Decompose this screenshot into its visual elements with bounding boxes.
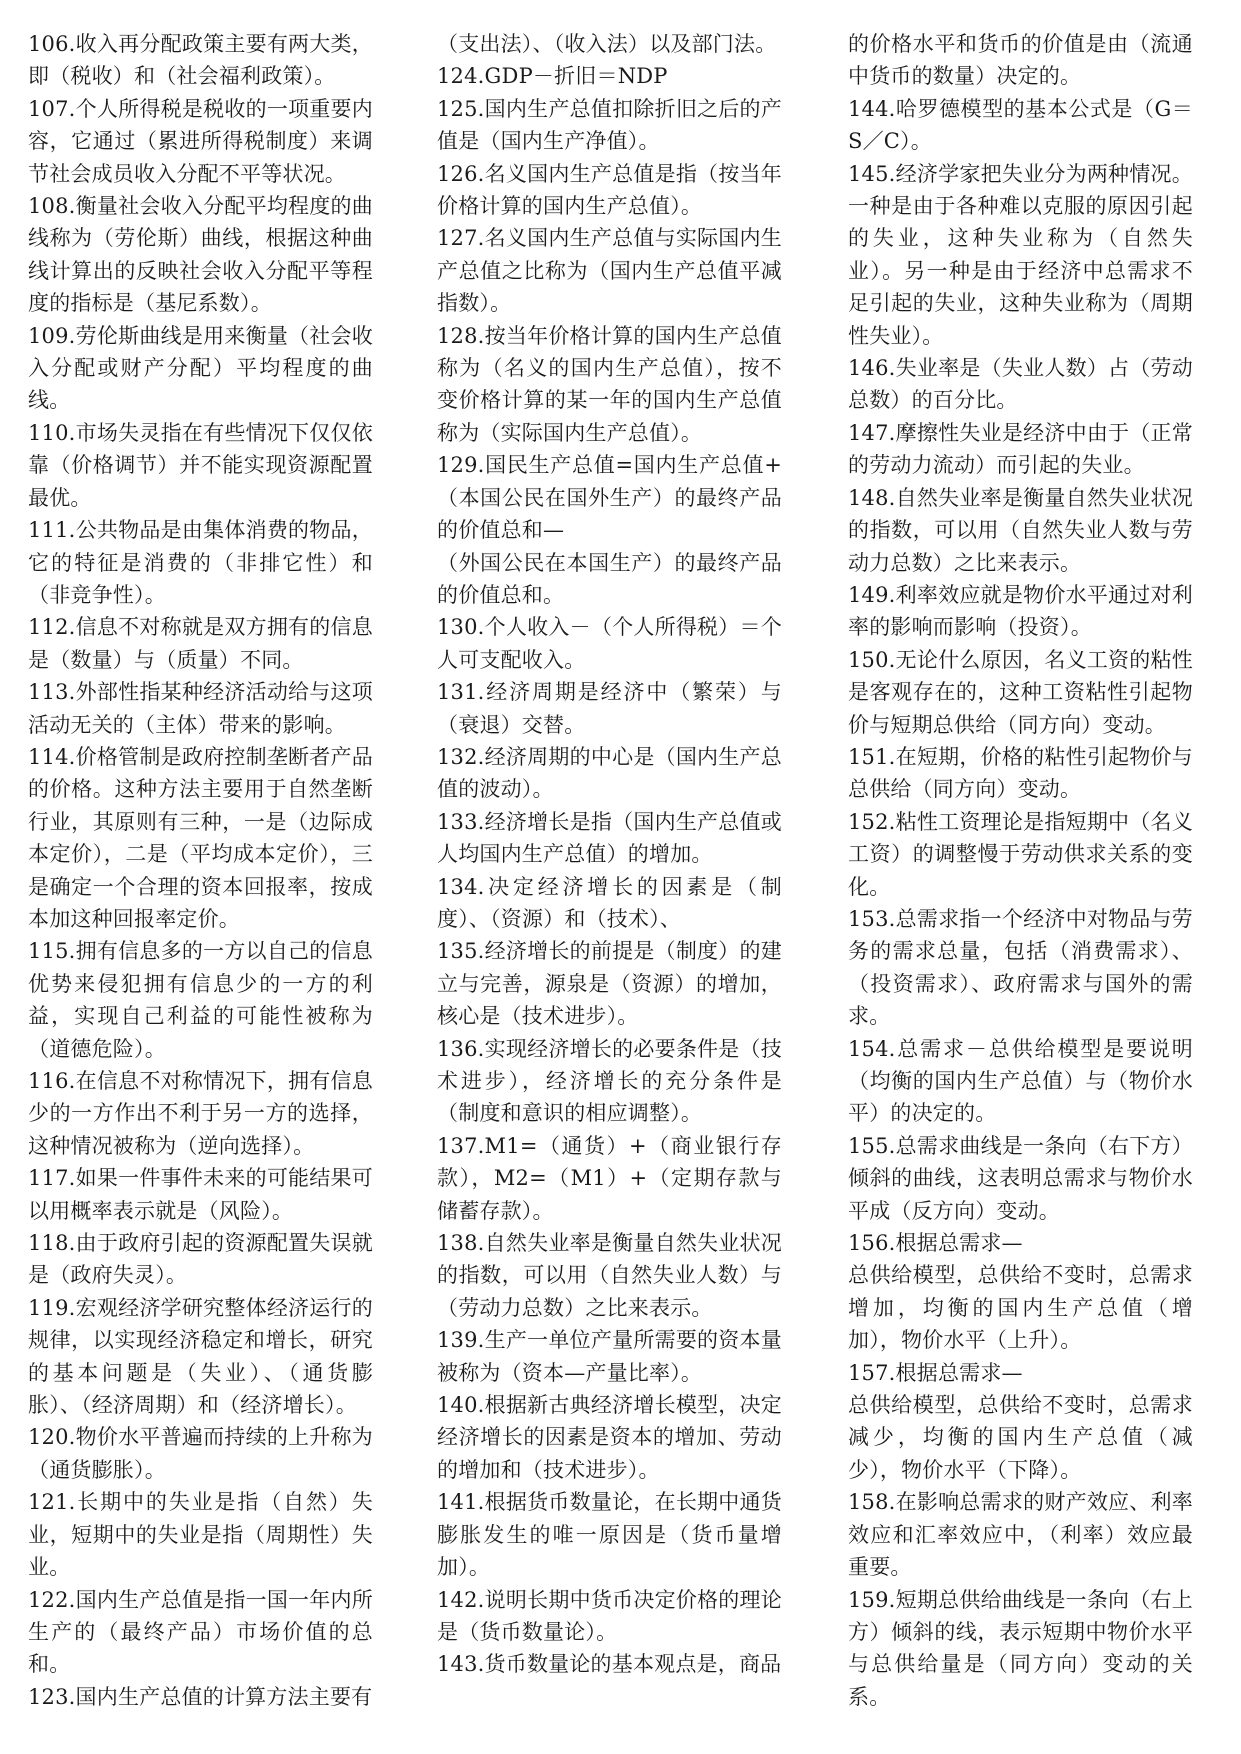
- paragraph: 142.说明长期中货币决定价格的理论是（货币数量论）。: [437, 1587, 782, 1644]
- paragraph: 总供给模型，总供给不变时，总需求增加，均衡的国内生产总值（增加），物价水平（上升）。: [848, 1263, 1193, 1353]
- paragraph: 125.国内生产总值扣除折旧之后的产值是（国内生产净值）。: [437, 96, 782, 154]
- paragraph: 127.名义国内生产总值与实际国内生产总值之比称为（国内生产总值平减指数）。: [437, 226, 782, 316]
- paragraph: 152.粘性工资理论是指短期中（名义工资）的调整慢于劳动供求关系的变化。: [848, 809, 1193, 899]
- paragraph: 156.根据总需求—: [848, 1231, 1023, 1256]
- paragraph: 147.摩擦性失业是经济中由于（正常的劳动力流动）而引起的失业。: [848, 420, 1193, 478]
- paragraph: 154.总需求－总供给模型是要说明（均衡的国内生产总值）与（物价水平）的决定的。: [848, 1036, 1193, 1126]
- paragraph: 135.经济增长的前提是（制度）的建立与完善，源泉是（资源）的增加，核心是（技术进步）。: [437, 939, 782, 1029]
- paragraph: 159.短期总供给曲线是一条向（右上方）倾斜的线，表示短期中物价水平与总供给量是（同方向）变动的关系。: [848, 1587, 1193, 1709]
- paragraph: 115.拥有信息多的一方以自己的信息优势来侵犯拥有信息少的一方的利益，实现自己利益的可能性被称为（道德危险）。: [28, 939, 373, 1061]
- paragraph: 136.实现经济增长的必要条件是（技术进步），经济增长的充分条件是（制度和意识的相应调整）。: [437, 1036, 782, 1126]
- paragraph: 133.经济增长是指（国内生产总值或人均国内生产总值）的增加。: [437, 809, 782, 867]
- paragraph: 157.根据总需求—: [848, 1360, 1023, 1385]
- paragraph: 137.M1=（通货）+（商业银行存款），M2=（M1）+（定期存款与储蓄存款）。: [437, 1133, 782, 1223]
- paragraph: 130.个人收入－（个人所得税）＝个人可支配收入。: [437, 615, 782, 672]
- paragraph: 117.如果一件事件未来的可能结果可以用概率表示就是（风险）。: [28, 1166, 373, 1223]
- paragraph: 106.收入再分配政策主要有两大类，即（税收）和（社会福利政策）。: [28, 32, 373, 89]
- paragraph: 149.利率效应就是物价水平通过对利率的影响而影响（投资）。: [848, 582, 1193, 640]
- paragraph: 141.根据货币数量论，在长期中通货膨胀发生的唯一原因是（货币量增加）。: [437, 1490, 782, 1580]
- paragraph: （外国公民在本国生产）的最终产品的价值总和。: [437, 550, 782, 607]
- text-column-right: [848, 28, 1193, 1738]
- paragraph: 116.在信息不对称情况下，拥有信息少的一方作出不利于另一方的选择，这种情况被称为（逆向选择）。: [28, 1069, 373, 1158]
- paragraph: 158.在影响总需求的财产效应、利率效应和汇率效应中，（利率）效应最重要。: [848, 1490, 1193, 1580]
- text-column-middle: [437, 28, 782, 1738]
- paragraph: 151.在短期，价格的粘性引起物价与总供给（同方向）变动。: [848, 744, 1193, 802]
- paragraph: 112.信息不对称就是双方拥有的信息是（数量）与（质量）不同。: [28, 615, 373, 672]
- paragraph: 132.经济周期的中心是（国内生产总值的波动）。: [437, 744, 782, 802]
- paragraph: 126.名义国内生产总值是指（按当年价格计算的国内生产总值）。: [437, 161, 782, 219]
- paragraph: 131.经济周期是经济中（繁荣）与（衰退）交替。: [437, 680, 782, 737]
- paragraph: 118.由于政府引起的资源配置失误就是（政府失灵）。: [28, 1231, 373, 1288]
- paragraph: 110.市场失灵指在有些情况下仅仅依靠（价格调节）并不能实现资源配置最优。: [28, 420, 373, 510]
- paragraph: 153.总需求指一个经济中对物品与劳务的需求总量，包括（消费需求）、（投资需求）、政府需求与国外的需求。: [848, 906, 1193, 1029]
- paragraph: （支出法）、（收入法）以及部门法。: [437, 32, 777, 56]
- paragraph: 107.个人所得税是税收的一项重要内容，它通过（累进所得税制度）来调节社会成员收入分配不平等状况。: [28, 96, 373, 186]
- paragraph: 108.衡量社会收入分配平均程度的曲线称为（劳伦斯）曲线，根据这种曲线计算出的反映社会收入分配平等程度的指标是（基尼系数）。: [28, 194, 373, 316]
- paragraph: 143.货币数量论的基本观点是，商品: [437, 1652, 782, 1677]
- paragraph: 111.公共物品是由集体消费的物品，它的特征是消费的（非排它性）和（非竞争性）。: [28, 518, 373, 607]
- paragraph: 122.国内生产总值是指一国一年内所生产的（最终产品）市场价值的总和。: [28, 1587, 373, 1677]
- paragraph: 123.国内生产总值的计算方法主要有: [28, 1684, 373, 1709]
- paragraph: 的价格水平和货币的价值是由（流通中货币的数量）决定的。: [848, 32, 1193, 89]
- paragraph: 145.经济学家把失业分为两种情况。一种是由于各种难以克服的原因引起的失业，这种失业称为（自然失业）。另一种是由于经济中总需求不足引起的失业，这种失业称为（周期性失业）。: [848, 161, 1193, 348]
- paragraph: 124.GDP－折旧＝NDP: [437, 64, 668, 89]
- paragraph: 155.总需求曲线是一条向（右下方）倾斜的曲线，这表明总需求与物价水平成（反方向）变动。: [848, 1133, 1193, 1223]
- text-column-left: [28, 28, 373, 1738]
- paragraph: 140.根据新古典经济增长模型，决定经济增长的因素是资本的增加、劳动的增加和（技术进步）。: [437, 1393, 782, 1482]
- paragraph: 148.自然失业率是衡量自然失业状况的指数，可以用（自然失业人数与劳动力总数）之比来表示。: [848, 485, 1193, 575]
- document-page: [28, 28, 1218, 1738]
- paragraph: 128.按当年价格计算的国内生产总值称为（名义的国内生产总值），按不变价格计算的某一年的国内生产总值称为（实际国内生产总值）。: [437, 323, 782, 445]
- paragraph: 129.国民生产总值=国内生产总值+（本国公民在国外生产）的最终产品的价值总和—: [437, 453, 782, 543]
- paragraph: 113.外部性指某种经济活动给与这项活动无关的（主体）带来的影响。: [28, 680, 373, 737]
- paragraph: 109.劳伦斯曲线是用来衡量（社会收入分配或财产分配）平均程度的曲线。: [28, 323, 373, 413]
- paragraph: 150.无论什么原因，名义工资的粘性是客观存在的，这种工资粘性引起物价与短期总供给（同方向）变动。: [848, 647, 1193, 737]
- paragraph: 120.物价水平普遍而持续的上升称为（通货膨胀）。: [28, 1425, 373, 1482]
- paragraph: 119.宏观经济学研究整体经济运行的规律，以实现经济稳定和增长，研究的基本问题是（失业）、（通货膨胀）、（经济周期）和（经济增长）。: [28, 1295, 373, 1418]
- paragraph: 144.哈罗德模型的基本公式是（G＝S／C）。: [848, 96, 1193, 154]
- paragraph: 134.决定经济增长的因素是（制度）、（资源）和（技术）、: [437, 874, 782, 931]
- paragraph: 139.生产一单位产量所需要的资本量被称为（资本—产量比率）。: [437, 1328, 782, 1385]
- paragraph: 138.自然失业率是衡量自然失业状况的指数，可以用（自然失业人数）与（劳动力总数）之比来表示。: [437, 1231, 782, 1320]
- paragraph: 121.长期中的失业是指（自然）失业，短期中的失业是指（周期性）失业。: [28, 1490, 373, 1580]
- paragraph: 总供给模型，总供给不变时，总需求减少，均衡的国内生产总值（减少），物价水平（下降）。: [848, 1393, 1193, 1482]
- paragraph: 146.失业率是（失业人数）占（劳动总数）的百分比。: [848, 356, 1193, 413]
- paragraph: 114.价格管制是政府控制垄断者产品的价格。这种方法主要用于自然垄断行业，其原则有三种，一是（边际成本定价），二是（平均成本定价），三是确定一个合理的资本回报率，按成本加这种回报率定价。: [28, 744, 373, 931]
